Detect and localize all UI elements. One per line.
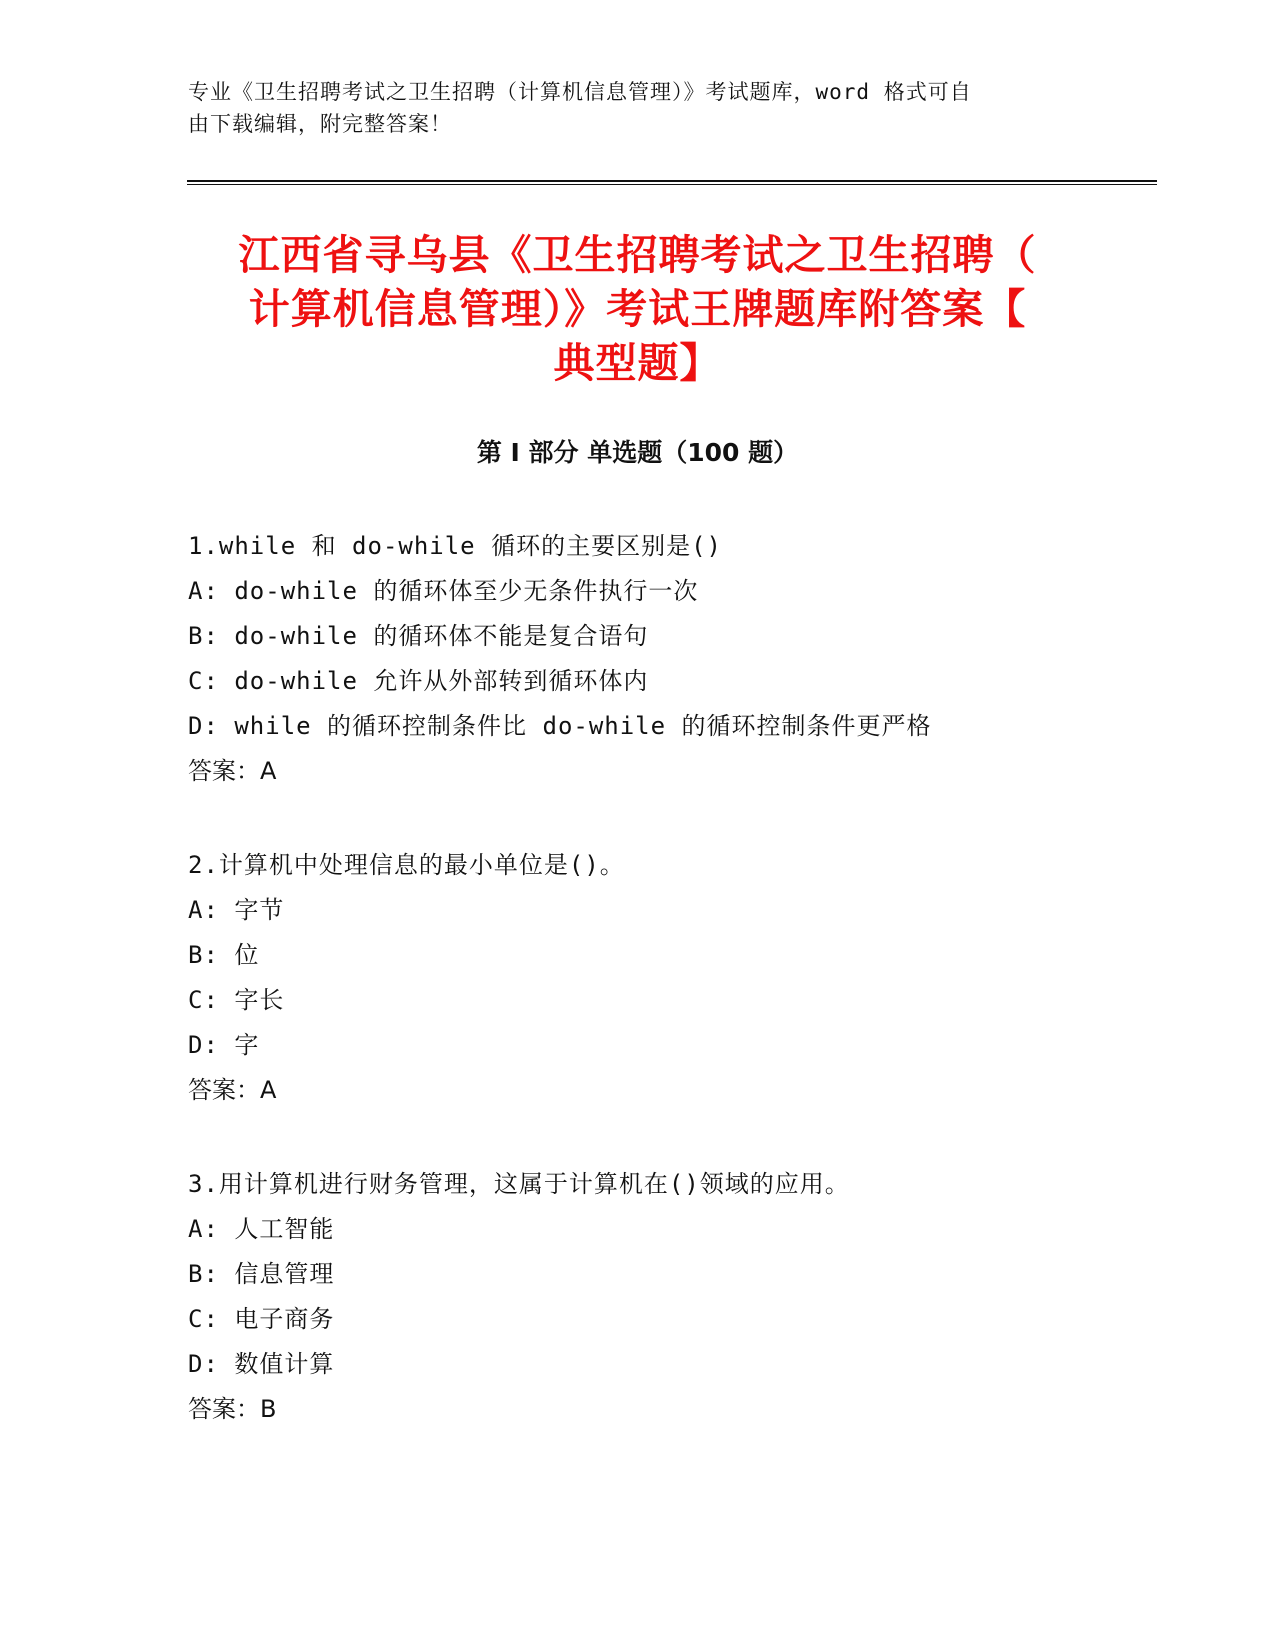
header-divider <box>187 180 1157 185</box>
option-c: C: do-while 允许从外部转到循环体内 <box>188 667 649 695</box>
question-stem: 2.计算机中处理信息的最小单位是()。 <box>188 851 625 879</box>
option-b: B: 信息管理 <box>188 1260 335 1288</box>
option-d: D: 字 <box>188 1031 260 1059</box>
option-c: C: 电子商务 <box>188 1305 335 1333</box>
option-b: B: 位 <box>188 941 260 969</box>
question-stem: 3.用计算机进行财务管理，这属于计算机在()领域的应用。 <box>188 1170 850 1198</box>
question-1 <box>188 524 1138 794</box>
question-3 <box>188 1162 1138 1432</box>
option-b: B: do-while 的循环体不能是复合语句 <box>188 622 649 650</box>
question-stem: 1.while 和 do-while 循环的主要区别是() <box>188 532 722 560</box>
document-title <box>180 228 1095 390</box>
question-2 <box>188 843 1138 1113</box>
option-d: D: 数值计算 <box>188 1350 335 1378</box>
option-a: A: 字节 <box>188 896 285 924</box>
answer: 答案：A <box>188 757 277 785</box>
answer: 答案：A <box>188 1076 277 1104</box>
section-heading: 第 I 部分 单选题（100 题） <box>476 438 799 467</box>
document-title-line-1: 江西省寻乌县《卫生招聘考试之卫生招聘（ <box>238 231 1037 279</box>
question-list <box>188 524 1138 1481</box>
option-a: A: do-while 的循环体至少无条件执行一次 <box>188 577 699 605</box>
header-note-line-2: 由下载编辑，附完整答案！ <box>188 112 452 136</box>
option-a: A: 人工智能 <box>188 1215 335 1243</box>
option-c: C: 字长 <box>188 986 285 1014</box>
document-title-line-3: 典型题】 <box>553 339 722 387</box>
header-note-line-1: 专业《卫生招聘考试之卫生招聘（计算机信息管理）》考试题库，word 格式可自 <box>188 80 972 104</box>
option-d: D: while 的循环控制条件比 do-while 的循环控制条件更严格 <box>188 712 932 740</box>
header-note <box>188 76 1088 140</box>
answer: 答案：B <box>188 1395 277 1423</box>
document-title-line-2: 计算机信息管理）》考试王牌题库附答案【 <box>248 285 1027 333</box>
